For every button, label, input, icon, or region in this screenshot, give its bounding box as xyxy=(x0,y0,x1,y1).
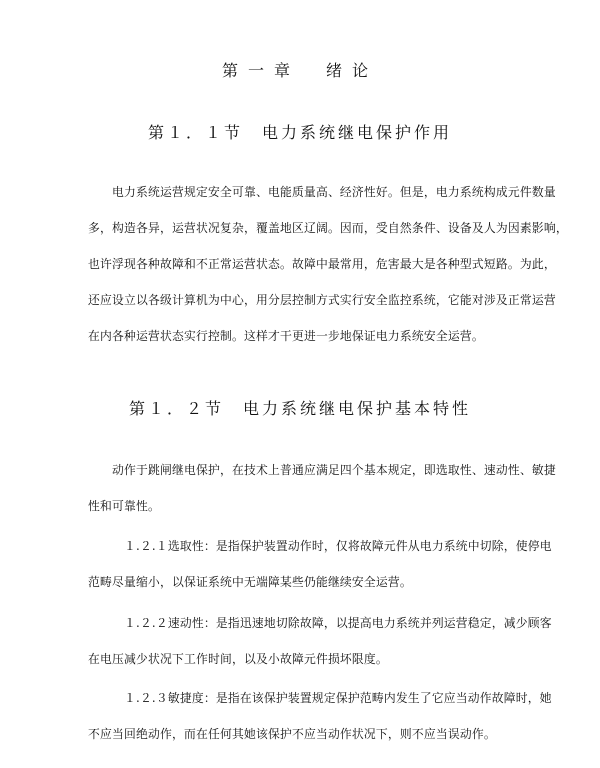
item-1-2-1-selectivity xyxy=(88,528,552,600)
paragraph-line: 不应当回绝动作，而在任何其她该保护不应当动作状况下，则不应当误动作。 xyxy=(88,727,496,741)
paragraph-line: 电力系统运营规定安全可靠、电能质量高、经济性好。但是，电力系统构成元件数量 xyxy=(88,185,556,199)
paragraph-line: １.２.１选取性：是指保护装置动作时，仅将故障元件从电力系统中切除，使停电 xyxy=(88,539,552,553)
section-1-2-title: 第１．２节 电力系统继电保护基本特性 xyxy=(128,399,471,418)
paragraph-line: 性和可靠性。 xyxy=(88,499,160,513)
paragraph-line: １.２.２速动性：是指迅速地切除故障，以提高电力系统并列运营稳定，减少顾客 xyxy=(88,616,552,630)
section-1-2-intro-paragraph xyxy=(88,452,556,524)
paragraph-line: 范畴尽量缩小，以保证系统中无端障某些仍能继续安全运营。 xyxy=(88,575,412,589)
item-1-2-2-speed xyxy=(88,605,552,677)
paragraph-line: 也许浮现各种故障和不正常运营状态。故障中最常用，危害最大是各种型式短路。为此， xyxy=(88,257,556,271)
section-1-1-title: 第１．１节 电力系统继电保护作用 xyxy=(147,123,452,142)
paragraph-line: 在电压减少状况下工作时间，以及小故障元件损坏限度。 xyxy=(88,652,388,666)
item-1-2-3-sensitivity xyxy=(88,680,552,752)
section-1-1-paragraph xyxy=(88,174,568,354)
paragraph-line: 在内各种运营状态实行控制。这样才干更进一步地保证电力系统安全运营。 xyxy=(88,329,484,343)
paragraph-line: １.２.３敏捷度：是指在该保护装置规定保护范畴内发生了它应当动作故障时，她 xyxy=(88,691,552,705)
paragraph-line: 动作于跳闸继电保护，在技术上普通应满足四个基本规定，即选取性、速动性、敏捷 xyxy=(88,463,556,477)
paragraph-line: 还应设立以各级计算机为中心，用分层控制方式实行安全监控系统，它能对涉及正常运营 xyxy=(88,293,556,307)
paragraph-line: 多，构造各异，运营状况复杂，覆盖地区辽阔。因而，受自然条件、设备及人为因素影响， xyxy=(88,221,568,235)
chapter-title: 第一章 绪论 xyxy=(221,61,378,80)
